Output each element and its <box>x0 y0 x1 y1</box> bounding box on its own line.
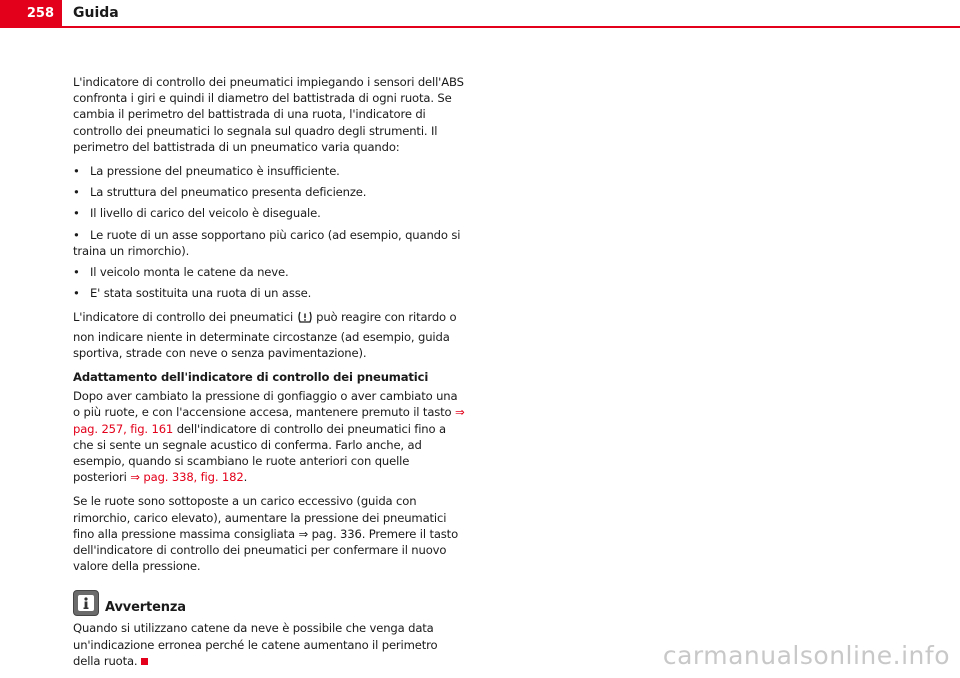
bullet-dot: • <box>73 286 80 301</box>
section-heading: Adattamento dell'indicatore di controllo dei pneumatici <box>73 370 429 385</box>
list-item-text: La pressione del pneumatico è insufficiente. <box>90 164 340 179</box>
note-title: Avvertenza <box>105 600 186 616</box>
list-item-text: Il veicolo monta le catene da neve. <box>90 265 289 280</box>
delay-text-before: L'indicatore di controllo dei pneumatici <box>73 310 294 325</box>
cross-reference-arrow: ⇒ <box>455 405 465 420</box>
page-title: Guida <box>73 5 119 21</box>
delay-text-after: può reagire con ritardo o non indicare niente in determinate circostanze (ad esempio, guida sportiva, strade con neve o senza pavimentazione). <box>73 310 457 360</box>
list-item-text: Il livello di carico del veicolo è diseguale. <box>90 206 321 221</box>
note-header <box>73 588 465 616</box>
list-item-text: Le ruote di un asse sopportano più carico (ad esempio, quando si traina un rimorchio). <box>73 227 461 258</box>
info-note-icon <box>73 590 99 616</box>
load-text-2: . Premere il tasto dell'indicatore di controllo dei pneumatici per confermare il nuovo valore della pressione. <box>73 526 459 574</box>
header-rule <box>0 26 960 28</box>
load-paragraph <box>73 493 465 574</box>
delay-paragraph <box>73 309 465 361</box>
adapt-text-3: . <box>243 470 248 485</box>
cross-reference-arrow: ⇒ <box>298 526 309 541</box>
bullet-dot: • <box>73 265 80 280</box>
note-text <box>73 620 465 669</box>
note-body: Quando si utilizzano catene da neve è possibile che venga data un'indicazione erronea perché le catene aumentano il perimetro della ruota. <box>73 621 438 668</box>
page-header <box>0 0 960 30</box>
page-link[interactable]: pag. 257, fig. 161 <box>73 421 174 436</box>
list-item-text: E' stata sostituita una ruota di un asse. <box>90 286 312 301</box>
page-number: 258 <box>0 0 62 26</box>
bullet-dot: • <box>73 164 80 179</box>
list-item <box>73 227 465 259</box>
watermark: carmanualsonline.info <box>662 641 950 670</box>
intro-paragraph: L'indicatore di controllo dei pneumatici impiegando i sensori dell'ABS confronta i giri e quindi il diametro del battistrada di ogni ruota. Se cambia il perimetro del battistrada di una ruota, l'indicatore di controllo dei pneumatici lo segnala sul quadro degli strumenti. Il perimetro del battistrada di un pneumatico varia quando: <box>73 75 464 154</box>
bullet-dot: • <box>73 206 80 221</box>
adapt-text-1: Dopo aver cambiato la pressione di gonfiaggio o aver cambiato una o più ruote, e con l'accensione accesa, mantenere premuto il tasto <box>73 389 458 420</box>
end-of-section-marker <box>141 658 148 665</box>
page-link[interactable]: pag. 338, fig. 182 <box>143 470 244 485</box>
adapt-paragraph <box>73 388 465 485</box>
bullet-list <box>73 163 465 301</box>
list-item-text: La struttura del pneumatico presenta deficienze. <box>90 185 367 200</box>
page-reference: pag. 336 <box>311 526 362 541</box>
load-text-1: Se le ruote sono sottoposte a un carico eccessivo (guida con rimorchio, carico elevato), aumentare la pressione dei pneumatici fino alla pressione massima consigliata <box>73 494 447 541</box>
note-box <box>73 588 465 669</box>
list-item <box>73 184 465 200</box>
cross-reference-arrow: ⇒ <box>130 470 140 485</box>
list-item <box>73 205 465 221</box>
main-content <box>73 74 465 669</box>
tire-pressure-warning-icon <box>297 310 313 328</box>
adapt-text-2: dell'indicatore di controllo dei pneumatici fino a che si sente un segnale acustico di conferma. Farlo anche, ad esempio, quando si scambiano le ruote anteriori con quelle posteriori <box>73 421 446 485</box>
list-item <box>73 163 465 179</box>
bullet-dot: • <box>73 227 80 242</box>
list-item <box>73 264 465 280</box>
list-item <box>73 285 465 301</box>
bullet-dot: • <box>73 185 80 200</box>
